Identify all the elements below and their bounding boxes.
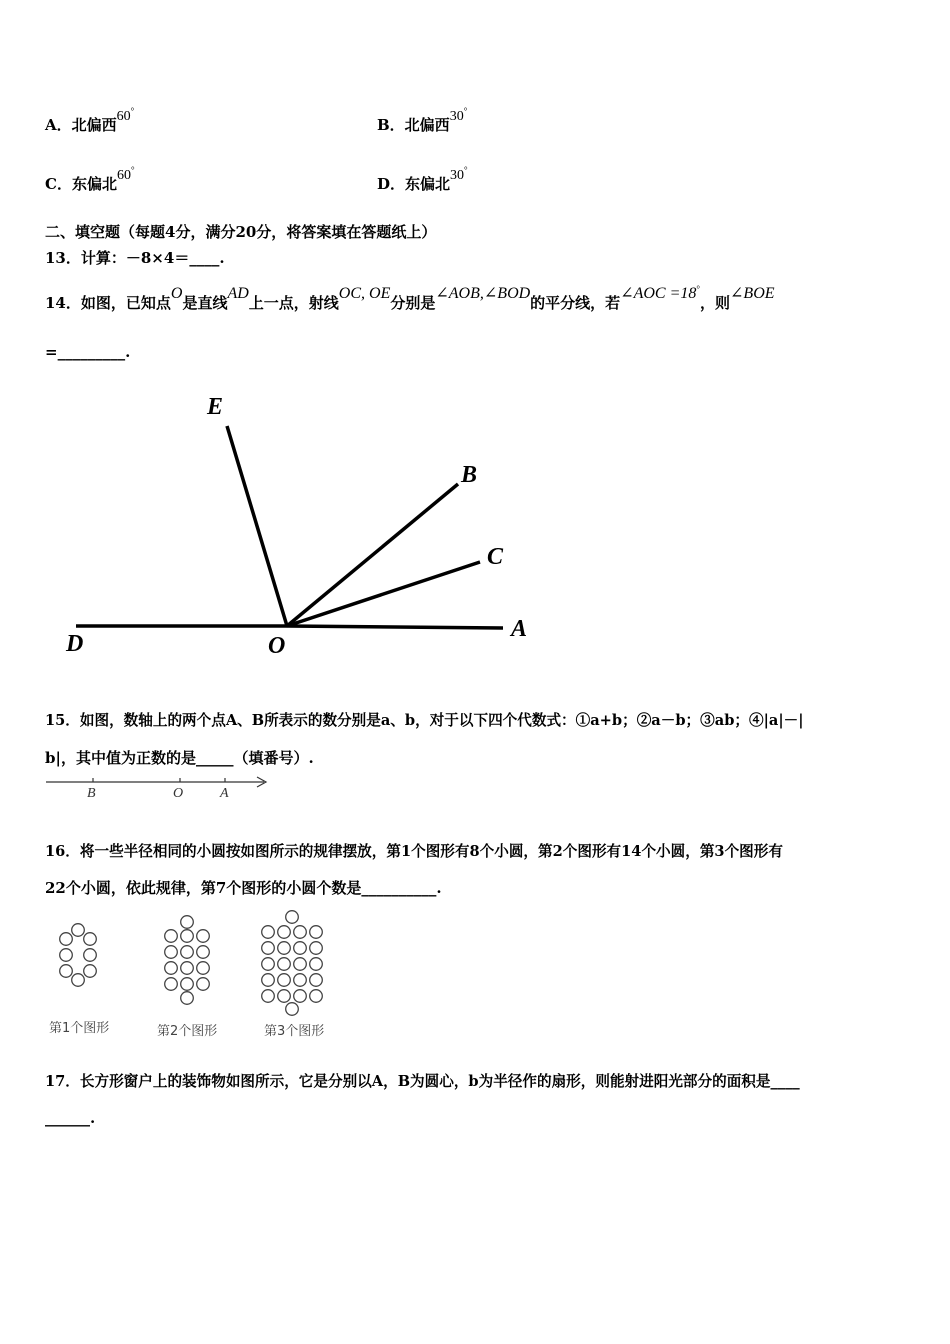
circle <box>165 978 178 991</box>
circle <box>84 933 97 946</box>
circle <box>294 974 307 987</box>
circle <box>310 974 323 987</box>
circle-pattern-figure <box>40 905 350 1045</box>
circle <box>197 962 210 975</box>
circle <box>60 965 73 978</box>
pattern-3 <box>262 911 323 1016</box>
caption-2: 第2个图形 <box>157 1024 218 1039</box>
circle <box>310 990 323 1003</box>
angle-figure <box>0 380 950 670</box>
question-16-line1: 16．将一些半径相同的小圆按如图所示的规律摆放，第1个图形有8个小圆，第2个图形有14个小圆，第3个图形有 <box>45 843 783 860</box>
circle <box>181 978 194 991</box>
ray-oc <box>287 562 480 626</box>
label-a: A <box>511 616 528 642</box>
circle <box>294 990 307 1003</box>
circle <box>181 962 194 975</box>
circle <box>278 974 291 987</box>
circle <box>181 946 194 959</box>
label-e: E <box>207 394 224 420</box>
pattern-2 <box>165 916 210 1005</box>
option-c: C．东偏北60° <box>45 165 135 193</box>
ray-oa <box>287 626 503 628</box>
axis-label-b: B <box>87 786 96 801</box>
ray-ob <box>287 484 458 626</box>
circle <box>294 926 307 939</box>
circle <box>262 926 275 939</box>
circle <box>165 946 178 959</box>
circle <box>165 930 178 943</box>
circle <box>262 958 275 971</box>
question-15-line1: 15．如图，数轴上的两个点A、B所表示的数分别是a、b，对于以下四个代数式：①a+b；②a－b；③ab；④|a|－| <box>45 712 804 729</box>
circle <box>286 1003 299 1016</box>
circle <box>165 962 178 975</box>
ray-oe <box>227 426 287 626</box>
circle <box>84 949 97 962</box>
option-d: D．东偏北30° <box>377 165 468 193</box>
label-d: D <box>66 631 84 657</box>
option-a: A．北偏西60° <box>45 106 135 134</box>
circle <box>181 992 194 1005</box>
circle <box>262 942 275 955</box>
circle <box>310 926 323 939</box>
circle <box>278 926 291 939</box>
circle <box>181 916 194 929</box>
circle <box>72 924 85 937</box>
section-title: 二、填空题（每题4分，满分20分，将答案填在答题纸上） <box>45 223 437 241</box>
circle <box>197 978 210 991</box>
circle <box>262 990 275 1003</box>
circle <box>278 958 291 971</box>
question-15-line2: b|，其中值为正数的是_____（填番号）. <box>45 749 314 767</box>
number-line <box>40 772 280 802</box>
label-o: O <box>268 633 286 659</box>
circle <box>294 942 307 955</box>
circle <box>262 974 275 987</box>
circle <box>294 958 307 971</box>
caption-1: 第1个图形 <box>49 1021 110 1036</box>
question-14-line2: =_________. <box>45 343 131 361</box>
circle <box>60 949 73 962</box>
question-14-line1: 14．如图，已知点O是直线AD上一点，射线OC, OE分别是∠AOB,∠BOD的平分线，若∠AOC =18°，则∠BOE <box>45 284 775 312</box>
question-16-line2: 22个小圆，依此规律，第7个图形的小圆个数是__________. <box>45 879 442 897</box>
circle <box>197 946 210 959</box>
caption-3: 第3个图形 <box>264 1024 325 1039</box>
pattern-1 <box>60 924 97 987</box>
circle <box>278 990 291 1003</box>
circle <box>286 911 299 924</box>
circle <box>278 942 291 955</box>
circle <box>310 958 323 971</box>
label-c: C <box>487 544 504 570</box>
option-b: B．北偏西30° <box>377 106 468 134</box>
question-13: 13．计算：－8×4＝____. <box>45 249 225 267</box>
axis-label-o: O <box>173 786 184 801</box>
circle <box>72 974 85 987</box>
circle <box>84 965 97 978</box>
label-b: B <box>461 462 478 488</box>
axis-label-a: A <box>220 786 229 801</box>
circle <box>310 942 323 955</box>
circle <box>197 930 210 943</box>
question-17-line1: 17．长方形窗户上的装饰物如图所示，它是分别以A，B为圆心，b为半径作的扇形，则能射进阳光部分的面积是____ <box>45 1073 800 1090</box>
circle <box>60 933 73 946</box>
question-17-line2: ______. <box>45 1109 96 1127</box>
circle <box>181 930 194 943</box>
